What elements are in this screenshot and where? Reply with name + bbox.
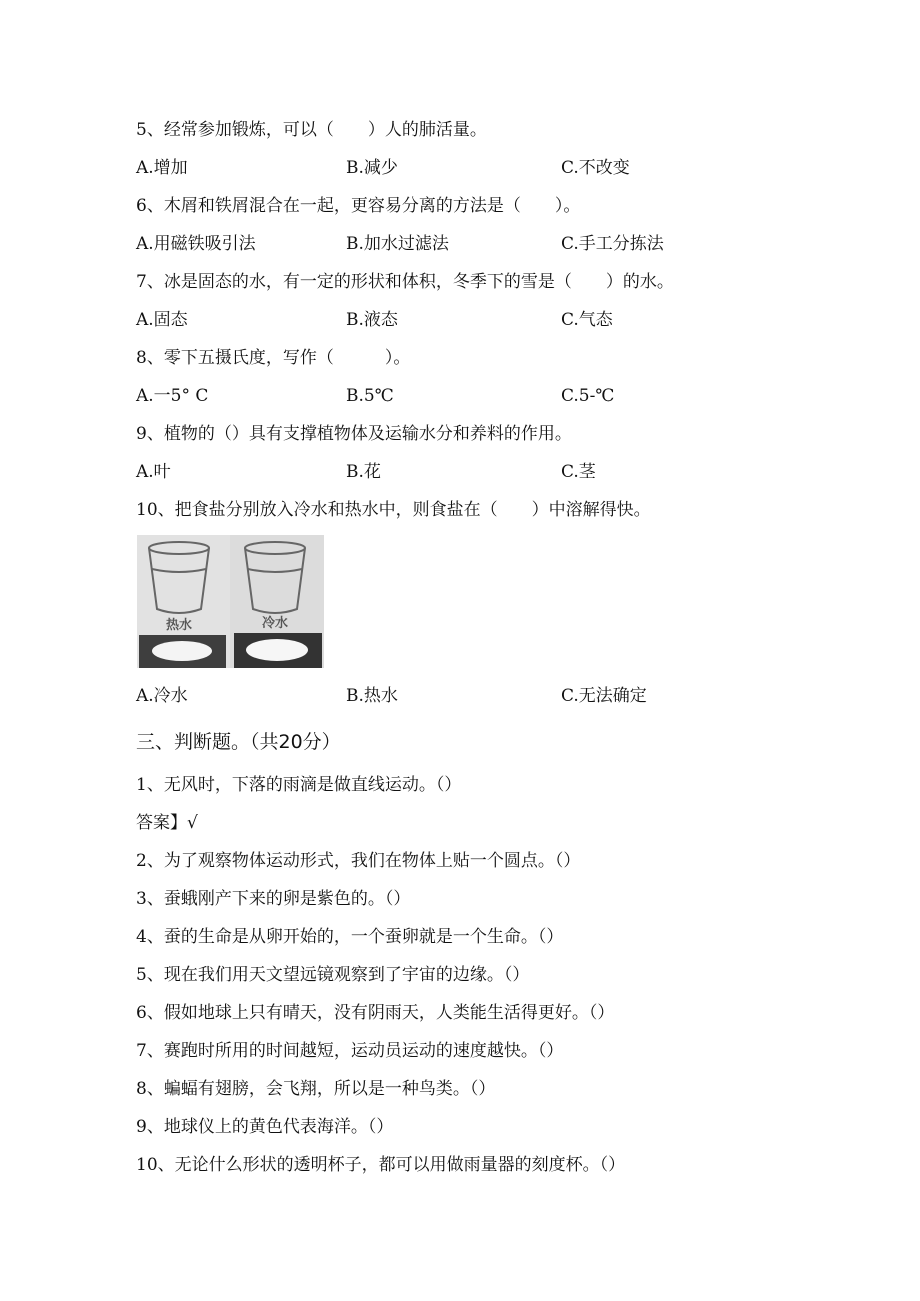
judge-item: 7、赛跑时所用的时间越短，运动员运动的速度越快。（） [136,1041,564,1061]
option-a: A.冷水 [136,686,188,706]
salt-dissolving-figure [137,535,324,668]
judge-item: 9、地球仪上的黄色代表海洋。（） [136,1117,394,1137]
judge-item: 1、无风时，下落的雨滴是做直线运动。（） [136,775,462,795]
question-6: 6、木屑和铁屑混合在一起，更容易分离的方法是（ ）。 [136,196,581,216]
judge-item: 4、蚕的生命是从卵开始的，一个蚕卵就是一个生命。（） [136,927,564,947]
judge-item: 2、为了观察物体运动形式，我们在物体上贴一个圆点。（） [136,851,581,871]
option-b: B.液态 [346,310,398,330]
question-9: 9、植物的（）具有支撑植物体及运输水分和养料的作用。 [136,424,572,444]
option-a: A.用磁铁吸引法 [136,234,256,254]
option-a: A.一5° C [136,386,209,406]
cold-water-label: 冷水 [261,616,289,631]
option-b: B.花 [346,462,381,482]
judge-item: 5、现在我们用天文望远镜观察到了宇宙的边缘。（） [136,965,530,985]
option-c: C.茎 [561,462,596,482]
judge-item: 6、假如地球上只有晴天，没有阴雨天，人类能生活得更好。（） [136,1003,615,1023]
option-c: C.5-℃ [561,386,615,406]
option-a: A.固态 [136,310,188,330]
option-a: A.叶 [136,462,171,482]
option-b: B.加水过滤法 [346,234,449,254]
judge-item: 8、蝙蝠有翅膀，会飞翔，所以是一种鸟类。（） [136,1079,496,1099]
option-c: C.气态 [561,310,613,330]
question-8: 8、零下五摄氏度，写作（ ）。 [136,348,411,368]
answer-line: 答案】√ [136,813,198,833]
option-b: B.5℃ [346,386,394,406]
question-7: 7、冰是固态的水，有一定的形状和体积，冬季下的雪是（ ）的水。 [136,272,674,292]
judge-item: 10、无论什么形状的透明杯子，都可以用做雨量器的刻度杯。（） [136,1155,626,1175]
question-10: 10、把食盐分别放入冷水和热水中，则食盐在（ ）中溶解得快。 [136,500,651,520]
option-c: C.不改变 [561,158,630,178]
option-b: B.减少 [346,158,398,178]
option-b: B.热水 [346,686,398,706]
option-c: C.无法确定 [561,686,647,706]
option-c: C.手工分拣法 [561,234,664,254]
option-a: A.增加 [136,158,188,178]
hot-water-label: 热水 [165,618,193,633]
section-title: 三、判断题。（共20分） [136,731,341,753]
judge-item: 3、蚕蛾刚产下来的卵是紫色的。（） [136,889,411,909]
question-5: 5、经常参加锻炼，可以（ ）人的肺活量。 [136,120,487,140]
